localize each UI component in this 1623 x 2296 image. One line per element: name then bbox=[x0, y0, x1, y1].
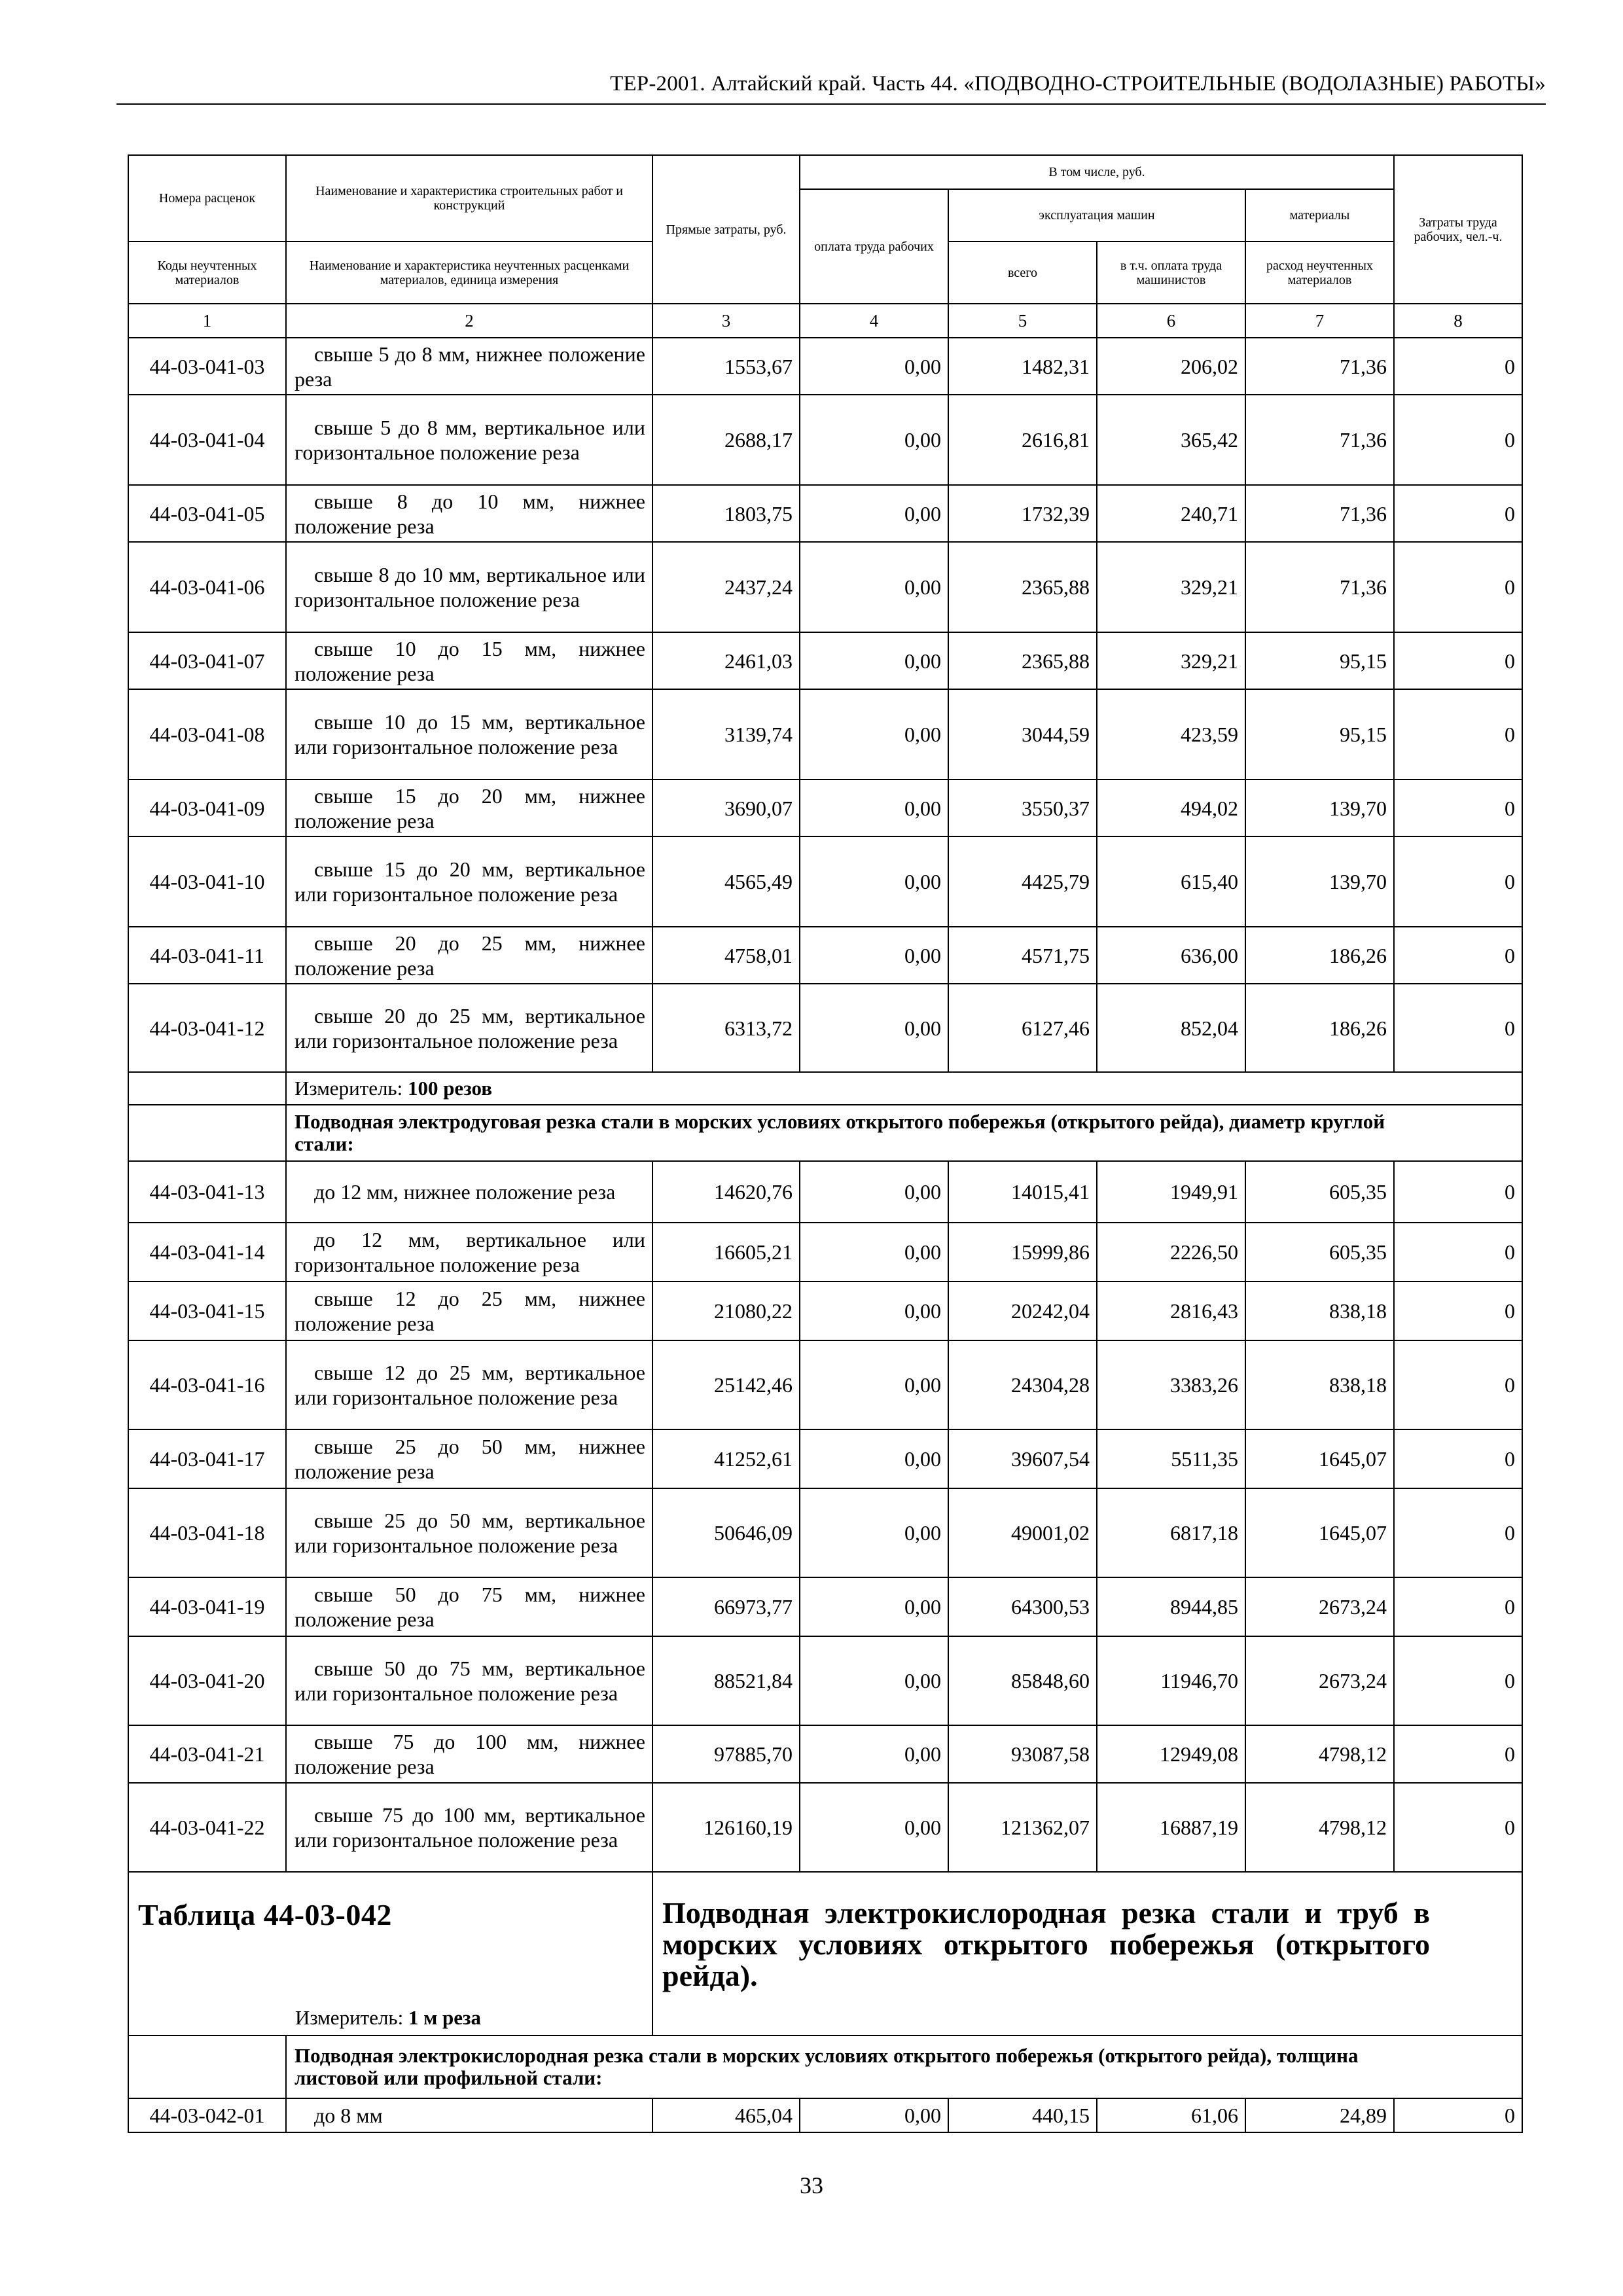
section-heading-c: Подводная электрокислородная резка стали в морских условиях открытого побережья (открытого рейда), толщина листовой или профильной стали: bbox=[286, 2036, 1522, 2098]
material-costs: 838,18 bbox=[1245, 1340, 1394, 1429]
labor-wages: 0,00 bbox=[800, 1725, 948, 1783]
price-code: 44-03-041-06 bbox=[128, 542, 286, 632]
work-name: свыше 8 до 10 мм, вертикальное или горизонтальное положение реза bbox=[286, 542, 652, 632]
work-name: свыше 25 до 50 мм, вертикальное или горизонтальное положение реза bbox=[286, 1488, 652, 1577]
labor-wages: 0,00 bbox=[800, 338, 948, 395]
table-header bbox=[128, 155, 1522, 338]
column-number: 6 bbox=[1097, 304, 1245, 338]
work-name: до 8 мм bbox=[286, 2098, 652, 2132]
table-row bbox=[128, 338, 1522, 395]
price-code: 44-03-041-11 bbox=[128, 927, 286, 984]
machine-costs: 121362,07 bbox=[948, 1783, 1097, 1872]
direct-costs: 66973,77 bbox=[652, 1577, 800, 1636]
measure-label: Измеритель: bbox=[294, 1077, 403, 1100]
table-row bbox=[128, 836, 1522, 927]
labor-wages: 0,00 bbox=[800, 780, 948, 836]
header-col1-top: Номера расценок bbox=[128, 155, 286, 242]
direct-costs: 2461,03 bbox=[652, 632, 800, 689]
table-row bbox=[128, 542, 1522, 632]
work-name: свыше 10 до 15 мм, вертикальное или горизонтальное положение реза bbox=[286, 689, 652, 780]
table-row bbox=[128, 1223, 1522, 1282]
measure-value: 100 резов bbox=[407, 1077, 492, 1100]
table-row bbox=[128, 689, 1522, 780]
header-col8: Затраты труда рабочих, чел.-ч. bbox=[1394, 155, 1522, 304]
work-name: свыше 20 до 25 мм, нижнее положение реза bbox=[286, 927, 652, 984]
material-costs: 139,70 bbox=[1245, 780, 1394, 836]
table-row bbox=[128, 2098, 1522, 2132]
labor-hours: 0 bbox=[1394, 1725, 1522, 1783]
measure-value: 1 м реза bbox=[408, 2006, 482, 2029]
material-costs: 71,36 bbox=[1245, 395, 1394, 485]
blank-cell bbox=[128, 1072, 286, 1105]
work-name: свыше 15 до 20 мм, вертикальное или горизонтальное положение реза bbox=[286, 836, 652, 927]
section-heading-b: Подводная электродуговая резка стали в морских условиях открытого побережья (открытого рейда), диаметр круглой стали: bbox=[286, 1105, 1522, 1161]
direct-costs: 50646,09 bbox=[652, 1488, 800, 1577]
operator-wages: 206,02 bbox=[1097, 338, 1245, 395]
work-name: свыше 50 до 75 мм, вертикальное или горизонтальное положение реза bbox=[286, 1636, 652, 1725]
column-number: 1 bbox=[128, 304, 286, 338]
table-row bbox=[128, 632, 1522, 689]
operator-wages: 2816,43 bbox=[1097, 1282, 1245, 1340]
operator-wages: 6817,18 bbox=[1097, 1488, 1245, 1577]
material-costs: 838,18 bbox=[1245, 1282, 1394, 1340]
price-code: 44-03-041-17 bbox=[128, 1429, 286, 1488]
header-rule bbox=[116, 103, 1546, 105]
machine-costs: 20242,04 bbox=[948, 1282, 1097, 1340]
labor-wages: 0,00 bbox=[800, 1429, 948, 1488]
table-row bbox=[128, 1429, 1522, 1488]
table-row bbox=[128, 1488, 1522, 1577]
operator-wages: 852,04 bbox=[1097, 984, 1245, 1072]
machine-costs: 15999,86 bbox=[948, 1223, 1097, 1282]
header-col7: расход неучтенных материалов bbox=[1245, 242, 1394, 304]
labor-wages: 0,00 bbox=[800, 542, 948, 632]
price-code: 44-03-042-01 bbox=[128, 2098, 286, 2132]
price-code: 44-03-041-10 bbox=[128, 836, 286, 927]
direct-costs: 16605,21 bbox=[652, 1223, 800, 1282]
labor-wages: 0,00 bbox=[800, 1161, 948, 1223]
header-col2-bottom: Наименование и характеристика неучтенных расценками материалов, единица измерения bbox=[286, 242, 652, 304]
labor-hours: 0 bbox=[1394, 542, 1522, 632]
direct-costs: 4565,49 bbox=[652, 836, 800, 927]
work-name: свыше 75 до 100 мм, нижнее положение реза bbox=[286, 1725, 652, 1783]
operator-wages: 494,02 bbox=[1097, 780, 1245, 836]
labor-wages: 0,00 bbox=[800, 1282, 948, 1340]
material-costs: 605,35 bbox=[1245, 1161, 1394, 1223]
operator-wages: 365,42 bbox=[1097, 395, 1245, 485]
direct-costs: 6313,72 bbox=[652, 984, 800, 1072]
table-row bbox=[128, 485, 1522, 542]
material-costs: 186,26 bbox=[1245, 927, 1394, 984]
price-code: 44-03-041-18 bbox=[128, 1488, 286, 1577]
work-name: свыше 5 до 8 мм, вертикальное или горизонтальное положение реза bbox=[286, 395, 652, 485]
labor-wages: 0,00 bbox=[800, 836, 948, 927]
header-including: В том числе, руб. bbox=[800, 155, 1394, 189]
labor-wages: 0,00 bbox=[800, 1783, 948, 1872]
labor-wages: 0,00 bbox=[800, 1223, 948, 1282]
operator-wages: 636,00 bbox=[1097, 927, 1245, 984]
machine-costs: 39607,54 bbox=[948, 1429, 1097, 1488]
labor-hours: 0 bbox=[1394, 1577, 1522, 1636]
machine-costs: 85848,60 bbox=[948, 1636, 1097, 1725]
operator-wages: 2226,50 bbox=[1097, 1223, 1245, 1282]
price-code: 44-03-041-21 bbox=[128, 1725, 286, 1783]
price-code: 44-03-041-19 bbox=[128, 1577, 286, 1636]
direct-costs: 465,04 bbox=[652, 2098, 800, 2132]
labor-hours: 0 bbox=[1394, 780, 1522, 836]
direct-costs: 1553,67 bbox=[652, 338, 800, 395]
labor-wages: 0,00 bbox=[800, 689, 948, 780]
table-row bbox=[128, 1636, 1522, 1725]
operator-wages: 11946,70 bbox=[1097, 1636, 1245, 1725]
machine-costs: 14015,41 bbox=[948, 1161, 1097, 1223]
material-costs: 4798,12 bbox=[1245, 1725, 1394, 1783]
operator-wages: 329,21 bbox=[1097, 542, 1245, 632]
work-name: свыше 15 до 20 мм, нижнее положение реза bbox=[286, 780, 652, 836]
work-name: свыше 50 до 75 мм, нижнее положение реза bbox=[286, 1577, 652, 1636]
direct-costs: 41252,61 bbox=[652, 1429, 800, 1488]
work-name: свыше 10 до 15 мм, нижнее положение реза bbox=[286, 632, 652, 689]
machine-costs: 93087,58 bbox=[948, 1725, 1097, 1783]
rows-group-b bbox=[128, 1161, 1522, 1872]
price-code: 44-03-041-20 bbox=[128, 1636, 286, 1725]
page-number: 33 bbox=[800, 2172, 823, 2198]
operator-wages: 615,40 bbox=[1097, 836, 1245, 927]
labor-wages: 0,00 bbox=[800, 485, 948, 542]
direct-costs: 2688,17 bbox=[652, 395, 800, 485]
running-header: ТЕР-2001. Алтайский край. Часть 44. «ПОДВОДНО-СТРОИТЕЛЬНЫЕ (ВОДОЛАЗНЫЕ) РАБОТЫ» bbox=[610, 72, 1546, 96]
price-table bbox=[128, 154, 1523, 2133]
price-code: 44-03-041-12 bbox=[128, 984, 286, 1072]
machine-costs: 6127,46 bbox=[948, 984, 1097, 1072]
labor-hours: 0 bbox=[1394, 1161, 1522, 1223]
header-col3: Прямые затраты, руб. bbox=[652, 155, 800, 304]
machine-costs: 440,15 bbox=[948, 2098, 1097, 2132]
table-row bbox=[128, 1340, 1522, 1429]
table-row bbox=[128, 1783, 1522, 1872]
table-row bbox=[128, 780, 1522, 836]
column-number: 4 bbox=[800, 304, 948, 338]
machine-costs: 1732,39 bbox=[948, 485, 1097, 542]
labor-hours: 0 bbox=[1394, 1783, 1522, 1872]
labor-wages: 0,00 bbox=[800, 1636, 948, 1725]
direct-costs: 2437,24 bbox=[652, 542, 800, 632]
table-042-caption-cell bbox=[128, 1872, 652, 2036]
labor-wages: 0,00 bbox=[800, 632, 948, 689]
price-code: 44-03-041-04 bbox=[128, 395, 286, 485]
labor-hours: 0 bbox=[1394, 1340, 1522, 1429]
price-code: 44-03-041-14 bbox=[128, 1223, 286, 1282]
labor-hours: 0 bbox=[1394, 2098, 1522, 2132]
direct-costs: 21080,22 bbox=[652, 1282, 800, 1340]
direct-costs: 126160,19 bbox=[652, 1783, 800, 1872]
price-code: 44-03-041-03 bbox=[128, 338, 286, 395]
operator-wages: 8944,85 bbox=[1097, 1577, 1245, 1636]
column-number: 2 bbox=[286, 304, 652, 338]
column-number: 8 bbox=[1394, 304, 1522, 338]
price-code: 44-03-041-13 bbox=[128, 1161, 286, 1223]
machine-costs: 4425,79 bbox=[948, 836, 1097, 927]
machine-costs: 2365,88 bbox=[948, 632, 1097, 689]
material-costs: 2673,24 bbox=[1245, 1636, 1394, 1725]
measure-block-a bbox=[128, 1072, 1522, 1161]
material-costs: 2673,24 bbox=[1245, 1577, 1394, 1636]
table-042-title: Подводная электрокислородная резка стали и труб в морских условиях открытого побережья (открытого рейда). bbox=[652, 1872, 1522, 2036]
machine-costs: 64300,53 bbox=[948, 1577, 1097, 1636]
direct-costs: 3139,74 bbox=[652, 689, 800, 780]
operator-wages: 5511,35 bbox=[1097, 1429, 1245, 1488]
labor-hours: 0 bbox=[1394, 984, 1522, 1072]
material-costs: 71,36 bbox=[1245, 542, 1394, 632]
work-name: свыше 20 до 25 мм, вертикальное или горизонтальное положение реза bbox=[286, 984, 652, 1072]
machine-costs: 3550,37 bbox=[948, 780, 1097, 836]
header-col1-bottom: Коды неучтенных материалов bbox=[128, 242, 286, 304]
measure-label: Измеритель: bbox=[295, 2006, 404, 2029]
operator-wages: 12949,08 bbox=[1097, 1725, 1245, 1783]
table-row bbox=[128, 1282, 1522, 1340]
price-code: 44-03-041-07 bbox=[128, 632, 286, 689]
operator-wages: 329,21 bbox=[1097, 632, 1245, 689]
labor-hours: 0 bbox=[1394, 632, 1522, 689]
labor-wages: 0,00 bbox=[800, 1340, 948, 1429]
work-name: до 12 мм, нижнее положение реза bbox=[286, 1161, 652, 1223]
column-number: 3 bbox=[652, 304, 800, 338]
operator-wages: 1949,91 bbox=[1097, 1161, 1245, 1223]
operator-wages: 16887,19 bbox=[1097, 1783, 1245, 1872]
labor-wages: 0,00 bbox=[800, 1488, 948, 1577]
measure-row-a bbox=[286, 1072, 1522, 1105]
header-col6: в т.ч. оплата труда машинистов bbox=[1097, 242, 1245, 304]
machine-costs: 4571,75 bbox=[948, 927, 1097, 984]
operator-wages: 3383,26 bbox=[1097, 1340, 1245, 1429]
table-row bbox=[128, 1725, 1522, 1783]
labor-hours: 0 bbox=[1394, 1636, 1522, 1725]
material-costs: 1645,07 bbox=[1245, 1488, 1394, 1577]
work-name: свыше 5 до 8 мм, нижнее положение реза bbox=[286, 338, 652, 395]
machine-costs: 2616,81 bbox=[948, 395, 1097, 485]
labor-hours: 0 bbox=[1394, 485, 1522, 542]
price-code: 44-03-041-22 bbox=[128, 1783, 286, 1872]
header-machines: эксплуатация машин bbox=[948, 189, 1245, 242]
table-042-label: Таблица 44-03-042 bbox=[138, 1898, 392, 1931]
price-code: 44-03-041-05 bbox=[128, 485, 286, 542]
machine-costs: 24304,28 bbox=[948, 1340, 1097, 1429]
direct-costs: 14620,76 bbox=[652, 1161, 800, 1223]
table-row bbox=[128, 927, 1522, 984]
work-name: свыше 75 до 100 мм, вертикальное или горизонтальное положение реза bbox=[286, 1783, 652, 1872]
operator-wages: 240,71 bbox=[1097, 485, 1245, 542]
table-row bbox=[128, 1161, 1522, 1223]
labor-hours: 0 bbox=[1394, 836, 1522, 927]
table-row bbox=[128, 984, 1522, 1072]
work-name: до 12 мм, вертикальное или горизонтальное положение реза bbox=[286, 1223, 652, 1282]
labor-wages: 0,00 bbox=[800, 984, 948, 1072]
header-materials: материалы bbox=[1245, 189, 1394, 242]
work-name: свыше 8 до 10 мм, нижнее положение реза bbox=[286, 485, 652, 542]
work-name: свыше 25 до 50 мм, нижнее положение реза bbox=[286, 1429, 652, 1488]
price-code: 44-03-041-15 bbox=[128, 1282, 286, 1340]
price-table-region bbox=[128, 154, 1522, 2133]
machine-costs: 1482,31 bbox=[948, 338, 1097, 395]
labor-hours: 0 bbox=[1394, 338, 1522, 395]
material-costs: 95,15 bbox=[1245, 632, 1394, 689]
table-042-block bbox=[128, 1872, 1522, 2098]
direct-costs: 25142,46 bbox=[652, 1340, 800, 1429]
labor-wages: 0,00 bbox=[800, 1577, 948, 1636]
operator-wages: 61,06 bbox=[1097, 2098, 1245, 2132]
material-costs: 71,36 bbox=[1245, 485, 1394, 542]
table-row bbox=[128, 395, 1522, 485]
material-costs: 605,35 bbox=[1245, 1223, 1394, 1282]
direct-costs: 97885,70 bbox=[652, 1725, 800, 1783]
labor-wages: 0,00 bbox=[800, 927, 948, 984]
price-code: 44-03-041-08 bbox=[128, 689, 286, 780]
direct-costs: 4758,01 bbox=[652, 927, 800, 984]
labor-hours: 0 bbox=[1394, 689, 1522, 780]
material-costs: 139,70 bbox=[1245, 836, 1394, 927]
machine-costs: 49001,02 bbox=[948, 1488, 1097, 1577]
direct-costs: 1803,75 bbox=[652, 485, 800, 542]
table-042-measure bbox=[295, 2006, 481, 2030]
column-number: 5 bbox=[948, 304, 1097, 338]
labor-wages: 0,00 bbox=[800, 395, 948, 485]
price-code: 44-03-041-16 bbox=[128, 1340, 286, 1429]
material-costs: 186,26 bbox=[1245, 984, 1394, 1072]
material-costs: 71,36 bbox=[1245, 338, 1394, 395]
machine-costs: 3044,59 bbox=[948, 689, 1097, 780]
work-name: свыше 12 до 25 мм, вертикальное или горизонтальное положение реза bbox=[286, 1340, 652, 1429]
labor-hours: 0 bbox=[1394, 1223, 1522, 1282]
labor-hours: 0 bbox=[1394, 927, 1522, 984]
blank-cell bbox=[128, 2036, 286, 2098]
labor-hours: 0 bbox=[1394, 1282, 1522, 1340]
material-costs: 95,15 bbox=[1245, 689, 1394, 780]
rows-group-c bbox=[128, 2098, 1522, 2132]
machine-costs: 2365,88 bbox=[948, 542, 1097, 632]
header-col5: всего bbox=[948, 242, 1097, 304]
direct-costs: 88521,84 bbox=[652, 1636, 800, 1725]
price-code: 44-03-041-09 bbox=[128, 780, 286, 836]
rows-group-a bbox=[128, 338, 1522, 1072]
material-costs: 24,89 bbox=[1245, 2098, 1394, 2132]
labor-hours: 0 bbox=[1394, 395, 1522, 485]
direct-costs: 3690,07 bbox=[652, 780, 800, 836]
header-col4: оплата труда рабочих bbox=[800, 189, 948, 304]
labor-hours: 0 bbox=[1394, 1429, 1522, 1488]
work-name: свыше 12 до 25 мм, нижнее положение реза bbox=[286, 1282, 652, 1340]
table-row bbox=[128, 1577, 1522, 1636]
header-col2-top: Наименование и характеристика строительных работ и конструкций bbox=[286, 155, 652, 242]
operator-wages: 423,59 bbox=[1097, 689, 1245, 780]
blank-cell bbox=[128, 1105, 286, 1161]
material-costs: 4798,12 bbox=[1245, 1783, 1394, 1872]
material-costs: 1645,07 bbox=[1245, 1429, 1394, 1488]
column-number: 7 bbox=[1245, 304, 1394, 338]
labor-wages: 0,00 bbox=[800, 2098, 948, 2132]
labor-hours: 0 bbox=[1394, 1488, 1522, 1577]
